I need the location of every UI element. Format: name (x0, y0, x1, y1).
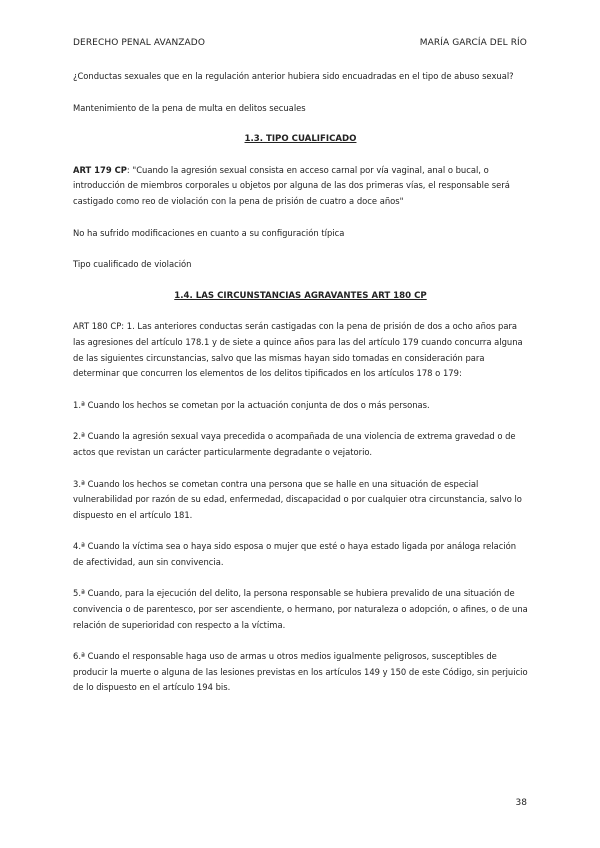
paragraph-art-179 (73, 163, 528, 210)
header-course-title: DERECHO PENAL AVANZADO (73, 38, 206, 48)
document-body (73, 69, 528, 712)
paragraph-art-180: ART 180 CP: 1. Las anteriores conductas serán castigadas con la pena de prisión de dos a ocho años para las agresiones del artículo 178.1 y de siete a quince años para las del artículo 179 cuando concurra alguna de las siguientes circunstancias, salvo que las mismas hayan sido tomadas en consideración para determinar que concurren los elementos de los delitos tipificados en los artículos 178 o 179: (73, 321, 523, 379)
paragraph-tipo-cualificado: Tipo cualificado de violación (73, 259, 192, 270)
circumstance-6: 6.ª Cuando el responsable haga uso de armas u otros medios igualmente peligrosos, susceptibles de producir la muerte o alguna de las lesiones previstas en los artículos 149 y 150 de este Código, sin perjuicio de lo dispuesto en el artículo 194 bis. (73, 651, 528, 693)
art-179-text: : "Cuando la agresión sexual consista en acceso carnal por vía vaginal, anal o bucal, o introducción de miembros corporales u objetos por alguna de las dos primeras vías, el responsable será castigado como reo de violación con la pena de prisión de cuatro a doce años" (73, 164, 510, 206)
paragraph-multa: Mantenimiento de la pena de multa en delitos secuales (73, 102, 306, 113)
circumstance-2: 2.ª Cuando la agresión sexual vaya precedida o acompañada de una violencia de extrema gravedad o de actos que revistan un carácter particularmente degradante o vejatorio. (73, 431, 516, 457)
section-heading-1-4: 1.4. LAS CIRCUNSTANCIAS AGRAVANTES ART 180 CP (174, 290, 427, 301)
circumstance-1: 1.ª Cuando los hechos se cometan por la actuación conjunta de dos o más personas. (73, 399, 430, 410)
section-heading-1-3: 1.3. TIPO CUALIFICADO (244, 134, 357, 145)
circumstance-5: 5.ª Cuando, para la ejecución del delito, la persona responsable se hubiera prevalido de una situación de convivencia o de parentesco, por ser ascendiente, o hermano, por naturaleza o adopción, o afines, o de una relación de superioridad con respecto a la víctima. (73, 588, 528, 630)
art-179-label: ART 179 CP (73, 164, 127, 175)
circumstance-4: 4.ª Cuando la víctima sea o haya sido esposa o mujer que esté o haya estado ligada por análoga relación de afectividad, aun sin convivencia. (73, 541, 517, 567)
page-number: 38 (515, 798, 527, 808)
paragraph-modificaciones: No ha sufrido modificaciones en cuanto a su configuración típica (73, 227, 345, 238)
circumstance-3: 3.ª Cuando los hechos se cometan contra una persona que se halle en una situación de especial vulnerabilidad por razón de su edad, enfermedad, discapacidad o por cualquier otra circunstancia, salvo lo dispuesto en el artículo 181. (73, 478, 522, 520)
paragraph-question: ¿Conductas sexuales que en la regulación anterior hubiera sido encuadradas en el tipo de abuso sexual? (73, 71, 514, 81)
header-author: MARÍA GARCÍA DEL RÍO (419, 38, 527, 48)
